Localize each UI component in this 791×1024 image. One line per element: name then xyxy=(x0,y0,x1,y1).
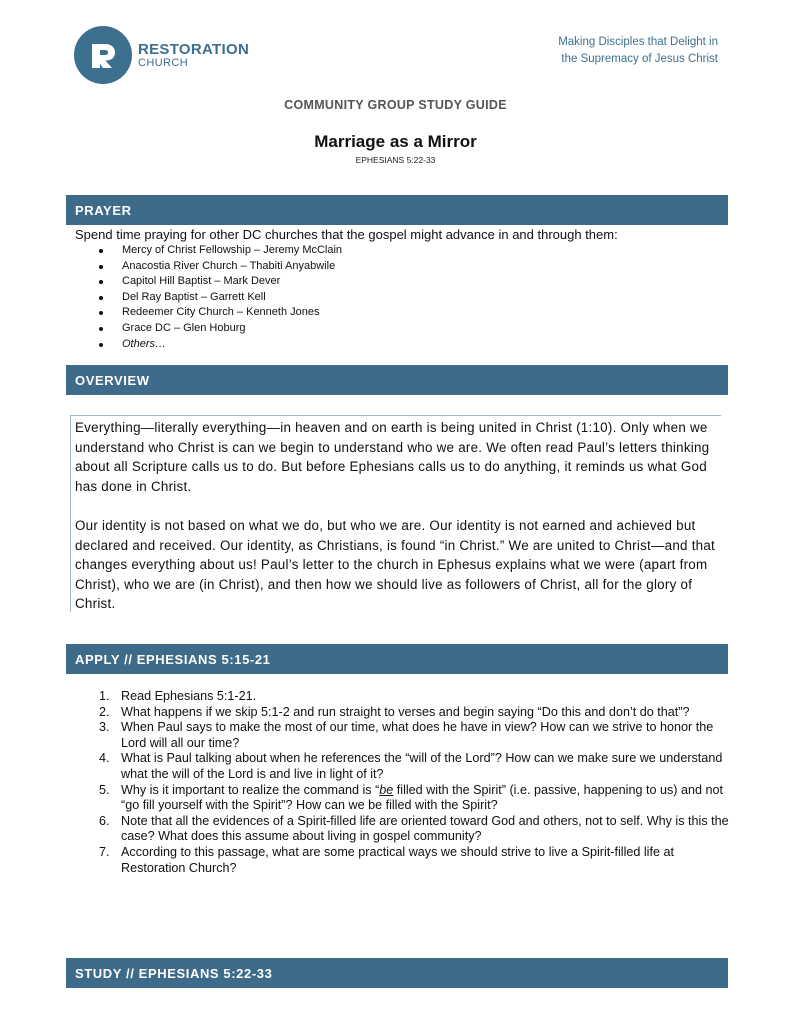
logo-r-icon xyxy=(74,26,132,84)
question-item xyxy=(93,705,733,721)
list-item: Others… xyxy=(75,337,342,353)
question-item xyxy=(93,751,733,782)
question-text: What is Paul talking about when he references the “will of the Lord”? How can we make sure we understand what the will of the Lord is and live in light of it? xyxy=(121,751,723,781)
study-heading: STUDY // EPHESIANS 5:22-33 xyxy=(75,965,273,981)
emphasized-word: be xyxy=(379,782,394,797)
logo-wordmark-line2: CHURCH xyxy=(138,56,189,69)
question-text-start: Why is it important to realize the command is “ xyxy=(121,782,380,797)
apply-questions xyxy=(93,689,733,876)
scripture-reference: EPHESIANS 5:22-33 xyxy=(355,155,436,165)
prayer-intro: Spend time praying for other DC churches that the gospel might advance in and through them: xyxy=(75,227,618,242)
guide-title: COMMUNITY GROUP STUDY GUIDE xyxy=(284,98,507,112)
question-text: What happens if we skip 5:1-2 and run straight to verses and begin saying “Do this and don’t do that”? xyxy=(121,704,690,719)
question-item xyxy=(93,845,733,876)
overview-paragraph-2: Our identity is not based on what we do, but who we are. Our identity is not earned and achieved but declared and received. Our identity, as Christians, is found “in Christ.” We are united to Christ—and that changes everything about us! Paul’s letter to the church in Ephesus explains what we were (apart from Christ), who we are (in Christ), and then how we should live as followers of Christ, all for the glory of Christ. xyxy=(75,518,716,612)
question-number: 4. xyxy=(99,751,110,766)
list-item: Redeemer City Church – Kenneth Jones xyxy=(75,305,342,321)
apply-heading: APPLY // EPHESIANS 5:15-21 xyxy=(75,651,271,667)
question-number: 5. xyxy=(99,782,110,797)
list-item: Anacostia River Church – Thabiti Anyabwile xyxy=(75,259,342,275)
question-item xyxy=(93,814,733,845)
question-number: 1. xyxy=(99,689,110,703)
list-item: Del Ray Baptist – Garrett Kell xyxy=(75,290,342,306)
question-item xyxy=(93,783,733,814)
question-text: When Paul says to make the most of our time, what does he have in view? How can we strive to honor the Lord will all our time? xyxy=(121,720,714,750)
question-item xyxy=(93,689,733,705)
tagline-line1: Making Disciples that Delight in xyxy=(558,36,718,48)
question-number: 3. xyxy=(99,720,110,735)
prayer-list xyxy=(75,243,342,352)
question-text-end: filled with the Spirit” (i.e. passive, happening to us) and not “go fill yourself with the Spirit”? How can we be filled with the Spirit? xyxy=(121,782,724,813)
question-number: 6. xyxy=(99,813,110,828)
question-item xyxy=(93,720,733,751)
apply-section-header xyxy=(66,644,728,674)
overview-paragraph-1: Everything—literally everything—in heaven and on earth is being united in Christ (1:10). Only when we understand who Christ is can we begin to understand who we are. We often read Paul’s letters thinking about all Scripture calls us to do. But before Ephesians calls us to do anything, it reminds us what God has done in Christ. xyxy=(75,420,710,494)
prayer-heading: PRAYER xyxy=(75,202,132,218)
prayer-section-header xyxy=(66,195,728,225)
question-text: Read Ephesians 5:1-21. xyxy=(121,689,257,703)
overview-heading: OVERVIEW xyxy=(75,372,150,388)
question-text: Note that all the evidences of a Spirit-filled life are oriented toward God and others, not to self. Why is this the case? What does this assume about living in gospel community? xyxy=(121,813,729,844)
question-number: 2. xyxy=(99,704,110,719)
list-item: Grace DC – Glen Hoburg xyxy=(75,321,342,337)
list-item: Mercy of Christ Fellowship – Jeremy McClain xyxy=(75,243,342,259)
question-number: 7. xyxy=(99,844,110,859)
church-logo xyxy=(74,26,249,84)
page-title: Marriage as a Mirror xyxy=(314,132,477,151)
tagline xyxy=(558,34,718,68)
logo-wordmark-line1: RESTORATION xyxy=(138,40,250,58)
overview-section-header xyxy=(66,365,728,395)
question-text: According to this passage, what are some practical ways we should strive to live a Spirit-filled life at Restoration Church? xyxy=(121,844,674,875)
list-item: Capitol Hill Baptist – Mark Dever xyxy=(75,274,342,290)
tagline-line2: the Supremacy of Jesus Christ xyxy=(561,53,718,65)
study-section-header xyxy=(66,958,728,988)
